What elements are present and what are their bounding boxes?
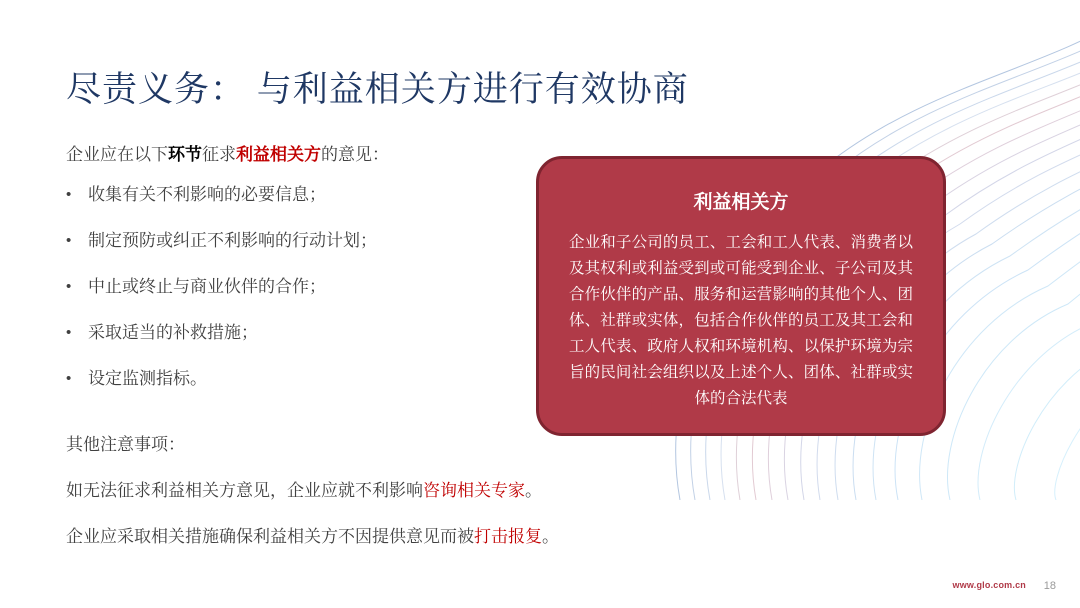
list-item [66,182,496,208]
intro-part1: 企业应在以下 [66,145,168,164]
list-item [66,320,496,346]
notes-line-1 [66,478,706,504]
list-item [66,274,496,300]
notes-line-1-part1: 如无法征求利益相关方意见，企业应就不利影响 [66,481,423,500]
intro-highlight: 利益相关方 [236,145,321,164]
page-title: 尽责义务： 与利益相关方进行有效协商 [66,70,689,109]
bullet-marker-icon: • [66,278,72,295]
intro-part3: 的意见： [321,145,389,164]
list-item-label: 中止或终止与商业伙伴的合作； [88,277,326,296]
bullet-list [66,182,496,412]
list-item [66,366,496,392]
bullet-marker-icon: • [66,324,72,341]
notes-line-2-part2: 。 [542,527,559,546]
notes-line-1-highlight: 咨询相关专家 [423,481,525,500]
notes-line-2-highlight: 打击报复 [474,527,542,546]
intro-bold: 环节 [168,145,202,164]
notes-line-2 [66,524,706,550]
notes-line-2-part1: 企业应采取相关措施确保利益相关方不因提供意见而被 [66,527,474,546]
list-item-label: 采取适当的补救措施； [88,323,258,342]
callout-title: 利益相关方 [693,192,789,213]
list-item [66,228,496,254]
list-item-label: 设定监测指标。 [88,369,207,388]
list-item-label: 制定预防或纠正不利影响的行动计划； [88,231,377,250]
page-number: 18 [1043,580,1056,592]
callout-body: 企业和子公司的员工、工会和工人代表、消费者以及其权利或利益受到或可能受到企业、子公司及其合作伙伴的产品、服务和运营影响的其他个人、团体、社群或实体，包括合作伙伴的员工及其工会和工人代表、政府人权和环境机构、以保护环境为宗旨的民间社会组织以及上述个人、团体、社群或实体的合法代表 [569,234,913,407]
notes-line-1-part2: 。 [525,481,542,500]
bullet-marker-icon: • [66,370,72,387]
footer-url[interactable]: www.glo.com.cn [952,580,1026,590]
notes-heading: 其他注意事项： [66,435,185,454]
bullet-marker-icon: • [66,186,72,203]
callout-box [536,156,946,436]
intro-paragraph [66,142,389,168]
notes-section [66,432,706,570]
bullet-marker-icon: • [66,232,72,249]
intro-part2: 征求 [202,145,236,164]
list-item-label: 收集有关不利影响的必要信息； [88,185,326,204]
